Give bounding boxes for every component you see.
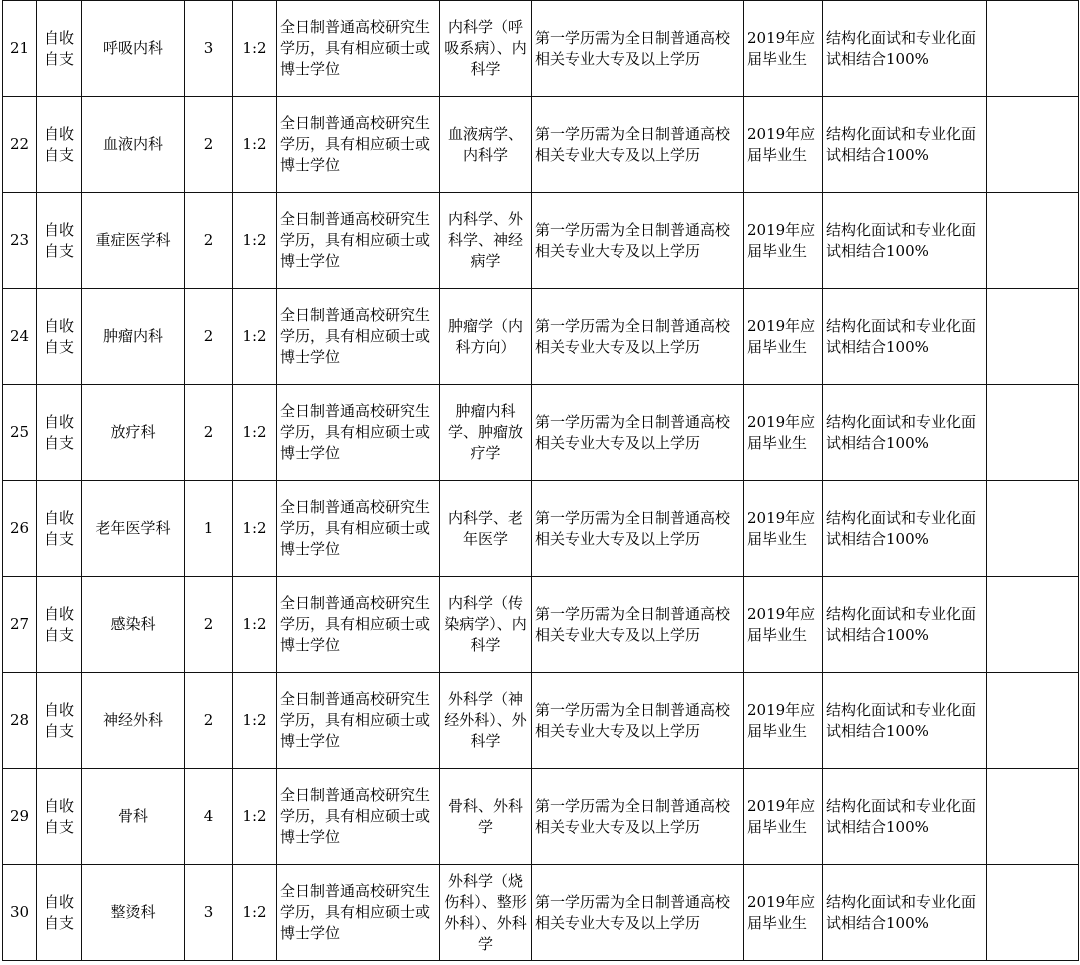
table-row — [3, 385, 1079, 481]
row-number-cell: 26 — [3, 481, 37, 577]
exam-method-cell: 结构化面试和专业化面试相结合100% — [823, 385, 987, 481]
funding-type-cell-line: 自收 — [43, 796, 74, 815]
department-cell: 整烫科 — [82, 865, 185, 961]
remark-cell — [987, 673, 1079, 769]
funding-type-cell — [37, 673, 82, 769]
exam-method-cell: 结构化面试和专业化面试相结合100% — [823, 1, 987, 97]
headcount-cell: 2 — [185, 193, 233, 289]
target-candidates-cell-line: 2019年应 — [747, 316, 816, 335]
table-row — [3, 865, 1079, 961]
department-cell: 放疗科 — [82, 385, 185, 481]
funding-type-cell-line: 自收 — [43, 124, 74, 143]
target-candidates-cell — [744, 289, 823, 385]
ratio-cell: 1:2 — [233, 289, 277, 385]
funding-type-cell-line: 自支 — [43, 49, 74, 68]
education-cell: 全日制普通高校研究生学历，具有相应硕士或博士学位 — [277, 673, 440, 769]
department-cell: 血液内科 — [82, 97, 185, 193]
ratio-cell: 1:2 — [233, 481, 277, 577]
funding-type-cell-line: 自支 — [43, 721, 74, 740]
funding-type-cell-line: 自收 — [43, 412, 74, 431]
education-cell: 全日制普通高校研究生学历，具有相应硕士或博士学位 — [277, 193, 440, 289]
remark-cell — [987, 481, 1079, 577]
ratio-cell: 1:2 — [233, 769, 277, 865]
headcount-cell: 2 — [185, 385, 233, 481]
exam-method-cell: 结构化面试和专业化面试相结合100% — [823, 481, 987, 577]
table-row — [3, 1, 1079, 97]
other-requirement-cell: 第一学历需为全日制普通高校相关专业大专及以上学历 — [532, 673, 744, 769]
funding-type-cell — [37, 1, 82, 97]
target-candidates-cell — [744, 97, 823, 193]
department-cell: 神经外科 — [82, 673, 185, 769]
table-row — [3, 577, 1079, 673]
target-candidates-cell-line: 届毕业生 — [747, 721, 808, 740]
remark-cell — [987, 577, 1079, 673]
other-requirement-cell: 第一学历需为全日制普通高校相关专业大专及以上学历 — [532, 865, 744, 961]
exam-method-cell: 结构化面试和专业化面试相结合100% — [823, 577, 987, 673]
target-candidates-cell-line: 届毕业生 — [747, 433, 808, 452]
remark-cell — [987, 193, 1079, 289]
funding-type-cell-line: 自收 — [43, 604, 74, 623]
headcount-cell: 1 — [185, 481, 233, 577]
ratio-cell: 1:2 — [233, 865, 277, 961]
major-cell: 肿瘤内科学、肿瘤放疗学 — [440, 385, 532, 481]
funding-type-cell — [37, 193, 82, 289]
other-requirement-cell: 第一学历需为全日制普通高校相关专业大专及以上学历 — [532, 97, 744, 193]
education-cell: 全日制普通高校研究生学历，具有相应硕士或博士学位 — [277, 385, 440, 481]
target-candidates-cell-line: 2019年应 — [747, 28, 816, 47]
department-cell: 肿瘤内科 — [82, 289, 185, 385]
education-cell: 全日制普通高校研究生学历，具有相应硕士或博士学位 — [277, 481, 440, 577]
funding-type-cell — [37, 769, 82, 865]
target-candidates-cell — [744, 193, 823, 289]
remark-cell — [987, 1, 1079, 97]
funding-type-cell-line: 自支 — [43, 337, 74, 356]
row-number-cell: 30 — [3, 865, 37, 961]
department-cell: 骨科 — [82, 769, 185, 865]
funding-type-cell-line: 自收 — [43, 892, 74, 911]
funding-type-cell-line: 自支 — [43, 817, 74, 836]
funding-type-cell-line: 自收 — [43, 220, 74, 239]
headcount-cell: 3 — [185, 1, 233, 97]
other-requirement-cell: 第一学历需为全日制普通高校相关专业大专及以上学历 — [532, 577, 744, 673]
target-candidates-cell-line: 届毕业生 — [747, 337, 808, 356]
target-candidates-cell-line: 2019年应 — [747, 892, 816, 911]
funding-type-cell-line: 自收 — [43, 316, 74, 335]
target-candidates-cell-line: 2019年应 — [747, 604, 816, 623]
target-candidates-cell — [744, 481, 823, 577]
remark-cell — [987, 385, 1079, 481]
target-candidates-cell-line: 届毕业生 — [747, 913, 808, 932]
target-candidates-cell-line: 届毕业生 — [747, 241, 808, 260]
funding-type-cell-line: 自支 — [43, 433, 74, 452]
funding-type-cell-line: 自支 — [43, 913, 74, 932]
ratio-cell: 1:2 — [233, 97, 277, 193]
table-row — [3, 193, 1079, 289]
target-candidates-cell — [744, 673, 823, 769]
headcount-cell: 4 — [185, 769, 233, 865]
other-requirement-cell: 第一学历需为全日制普通高校相关专业大专及以上学历 — [532, 1, 744, 97]
funding-type-cell — [37, 577, 82, 673]
target-candidates-cell — [744, 865, 823, 961]
major-cell: 内科学（传染病学）、内科学 — [440, 577, 532, 673]
row-number-cell: 29 — [3, 769, 37, 865]
table-body — [3, 1, 1079, 961]
ratio-cell: 1:2 — [233, 577, 277, 673]
exam-method-cell: 结构化面试和专业化面试相结合100% — [823, 673, 987, 769]
education-cell: 全日制普通高校研究生学历，具有相应硕士或博士学位 — [277, 1, 440, 97]
row-number-cell: 28 — [3, 673, 37, 769]
education-cell: 全日制普通高校研究生学历，具有相应硕士或博士学位 — [277, 769, 440, 865]
row-number-cell: 25 — [3, 385, 37, 481]
table-row — [3, 673, 1079, 769]
headcount-cell: 2 — [185, 673, 233, 769]
education-cell: 全日制普通高校研究生学历，具有相应硕士或博士学位 — [277, 577, 440, 673]
target-candidates-cell-line: 2019年应 — [747, 796, 816, 815]
funding-type-cell — [37, 865, 82, 961]
major-cell: 外科学（烧伤科）、整形外科）、外科学 — [440, 865, 532, 961]
row-number-cell: 24 — [3, 289, 37, 385]
target-candidates-cell-line: 2019年应 — [747, 508, 816, 527]
department-cell: 呼吸内科 — [82, 1, 185, 97]
target-candidates-cell-line: 届毕业生 — [747, 529, 808, 548]
target-candidates-cell-line: 届毕业生 — [747, 625, 808, 644]
target-candidates-cell-line: 2019年应 — [747, 124, 816, 143]
target-candidates-cell — [744, 1, 823, 97]
exam-method-cell: 结构化面试和专业化面试相结合100% — [823, 193, 987, 289]
table-row — [3, 769, 1079, 865]
major-cell: 骨科、外科学 — [440, 769, 532, 865]
row-number-cell: 21 — [3, 1, 37, 97]
headcount-cell: 2 — [185, 577, 233, 673]
other-requirement-cell: 第一学历需为全日制普通高校相关专业大专及以上学历 — [532, 769, 744, 865]
table-row — [3, 97, 1079, 193]
exam-method-cell: 结构化面试和专业化面试相结合100% — [823, 289, 987, 385]
target-candidates-cell-line: 2019年应 — [747, 220, 816, 239]
department-cell: 老年医学科 — [82, 481, 185, 577]
target-candidates-cell-line: 2019年应 — [747, 700, 816, 719]
recruitment-table — [2, 0, 1079, 961]
remark-cell — [987, 97, 1079, 193]
major-cell: 内科学、老年医学 — [440, 481, 532, 577]
funding-type-cell — [37, 481, 82, 577]
target-candidates-cell-line: 届毕业生 — [747, 817, 808, 836]
exam-method-cell: 结构化面试和专业化面试相结合100% — [823, 769, 987, 865]
remark-cell — [987, 865, 1079, 961]
table-row — [3, 289, 1079, 385]
target-candidates-cell — [744, 769, 823, 865]
target-candidates-cell-line: 届毕业生 — [747, 49, 808, 68]
ratio-cell: 1:2 — [233, 193, 277, 289]
department-cell: 感染科 — [82, 577, 185, 673]
remark-cell — [987, 289, 1079, 385]
department-cell: 重症医学科 — [82, 193, 185, 289]
target-candidates-cell — [744, 577, 823, 673]
exam-method-cell: 结构化面试和专业化面试相结合100% — [823, 97, 987, 193]
major-cell: 内科学（呼吸系病）、内科学 — [440, 1, 532, 97]
target-candidates-cell-line: 2019年应 — [747, 412, 816, 431]
headcount-cell: 2 — [185, 97, 233, 193]
education-cell: 全日制普通高校研究生学历，具有相应硕士或博士学位 — [277, 865, 440, 961]
row-number-cell: 23 — [3, 193, 37, 289]
major-cell: 外科学（神经外科）、外科学 — [440, 673, 532, 769]
table-row — [3, 481, 1079, 577]
other-requirement-cell: 第一学历需为全日制普通高校相关专业大专及以上学历 — [532, 289, 744, 385]
exam-method-cell: 结构化面试和专业化面试相结合100% — [823, 865, 987, 961]
row-number-cell: 27 — [3, 577, 37, 673]
education-cell: 全日制普通高校研究生学历，具有相应硕士或博士学位 — [277, 97, 440, 193]
other-requirement-cell: 第一学历需为全日制普通高校相关专业大专及以上学历 — [532, 193, 744, 289]
other-requirement-cell: 第一学历需为全日制普通高校相关专业大专及以上学历 — [532, 385, 744, 481]
ratio-cell: 1:2 — [233, 1, 277, 97]
funding-type-cell-line: 自收 — [43, 700, 74, 719]
funding-type-cell — [37, 289, 82, 385]
funding-type-cell — [37, 97, 82, 193]
major-cell: 肿瘤学（内科方向） — [440, 289, 532, 385]
headcount-cell: 2 — [185, 289, 233, 385]
funding-type-cell-line: 自支 — [43, 625, 74, 644]
funding-type-cell — [37, 385, 82, 481]
headcount-cell: 3 — [185, 865, 233, 961]
funding-type-cell-line: 自支 — [43, 529, 74, 548]
other-requirement-cell: 第一学历需为全日制普通高校相关专业大专及以上学历 — [532, 481, 744, 577]
major-cell: 内科学、外科学、神经病学 — [440, 193, 532, 289]
row-number-cell: 22 — [3, 97, 37, 193]
major-cell: 血液病学、内科学 — [440, 97, 532, 193]
funding-type-cell-line: 自支 — [43, 145, 74, 164]
remark-cell — [987, 769, 1079, 865]
ratio-cell: 1:2 — [233, 385, 277, 481]
target-candidates-cell-line: 届毕业生 — [747, 145, 808, 164]
ratio-cell: 1:2 — [233, 673, 277, 769]
funding-type-cell-line: 自支 — [43, 241, 74, 260]
target-candidates-cell — [744, 385, 823, 481]
education-cell: 全日制普通高校研究生学历，具有相应硕士或博士学位 — [277, 289, 440, 385]
funding-type-cell-line: 自收 — [43, 28, 74, 47]
funding-type-cell-line: 自收 — [43, 508, 74, 527]
